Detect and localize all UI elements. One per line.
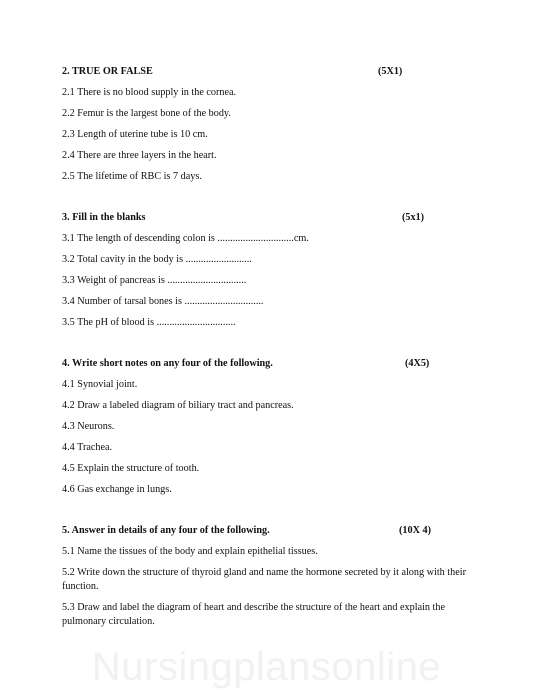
question-item: 2.5 The lifetime of RBC is 7 days.: [62, 171, 202, 182]
question-item: 5.1 Name the tissues of the body and explain epithelial tissues.: [62, 546, 318, 557]
question-item: 5.2 Write down the structure of thyroid gland and name the hormone secreted by it along with their function.: [62, 567, 466, 592]
question-item: 3.5 The pH of blood is ...............................: [62, 317, 236, 328]
question-item: 2.2 Femur is the largest bone of the body.: [62, 108, 231, 119]
section-marks-true-false: (5X1): [378, 66, 403, 77]
section-marks-detailed-answers: (10X 4): [399, 525, 431, 536]
question-item: 3.1 The length of descending colon is ..............................cm.: [62, 233, 309, 244]
question-item: 4.6 Gas exchange in lungs.: [62, 484, 172, 495]
question-item: 4.4 Trachea.: [62, 442, 113, 453]
question-item: 2.3 Length of uterine tube is 10 cm.: [62, 129, 208, 140]
section-heading-detailed-answers: 5. Answer in details of any four of the following.: [62, 525, 270, 536]
question-item: 3.2 Total cavity in the body is ..........................: [62, 254, 252, 265]
section-heading-short-notes: 4. Write short notes on any four of the following.: [62, 358, 273, 369]
question-item: 4.5 Explain the structure of tooth.: [62, 463, 200, 474]
question-item: 3.4 Number of tarsal bones is ...............................: [62, 296, 264, 307]
question-item: 3.3 Weight of pancreas is ...............................: [62, 275, 247, 286]
question-item: 5.3 Draw and label the diagram of heart and describe the structure of the heart and explain the pulmonary circulation.: [62, 602, 446, 627]
section-marks-fill-blanks: (5x1): [402, 212, 425, 223]
question-item: 4.3 Neurons.: [62, 421, 115, 432]
section-marks-short-notes: (4X5): [405, 358, 430, 369]
question-item: 2.1 There is no blood supply in the cornea.: [62, 87, 237, 98]
question-item: 2.4 There are three layers in the heart.: [62, 150, 217, 161]
section-heading-true-false: 2. TRUE OR FALSE: [62, 66, 153, 77]
question-item: 4.2 Draw a labeled diagram of biliary tract and pancreas.: [62, 400, 294, 411]
section-heading-fill-blanks: 3. Fill in the blanks: [62, 212, 146, 223]
question-item: 4.1 Synovial joint.: [62, 379, 138, 390]
watermark-text: Nursingplansonline: [91, 645, 442, 689]
